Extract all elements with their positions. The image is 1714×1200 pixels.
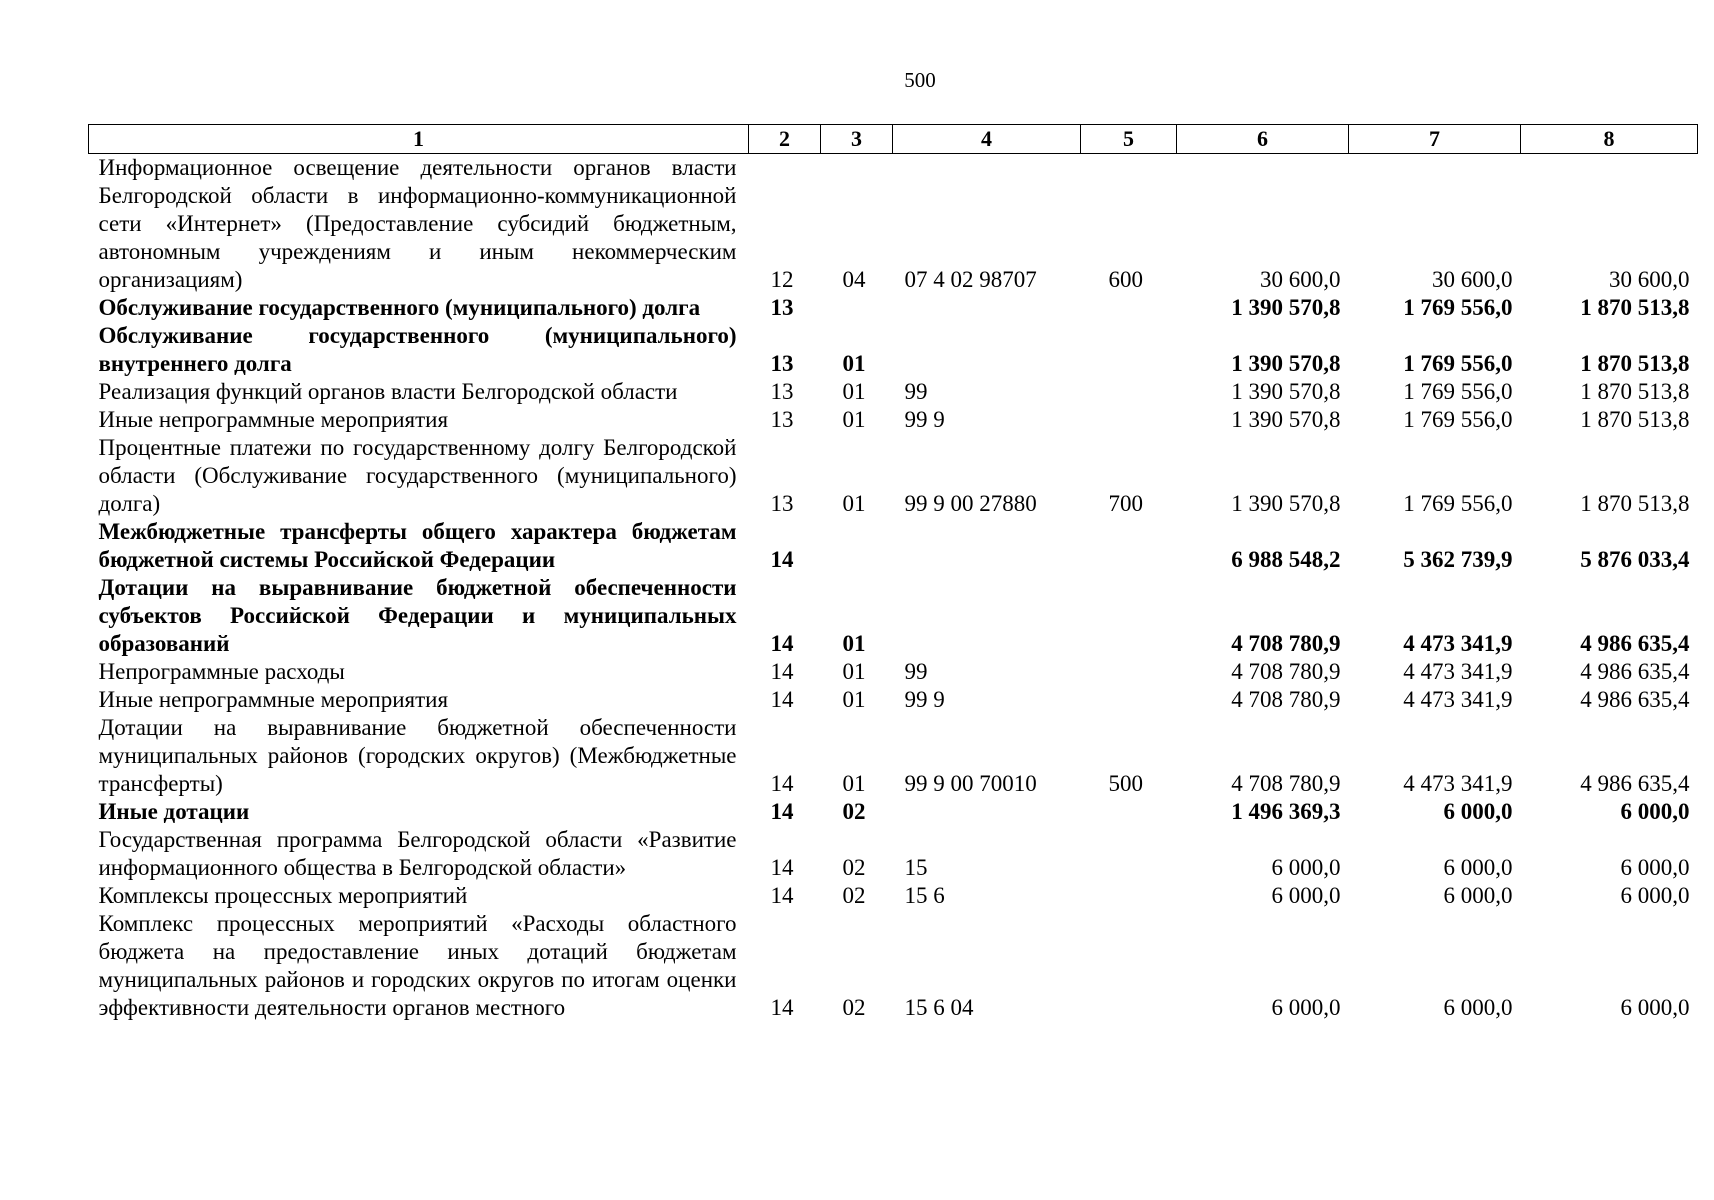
section-code-cell: 14 xyxy=(770,995,794,1020)
amount-col8-cell: 30 600,0 xyxy=(1609,267,1690,292)
amount-col6-cell: 30 600,0 xyxy=(1260,267,1341,292)
amount-col6-cell: 1 390 570,8 xyxy=(1231,379,1341,404)
column-header-4: 4 xyxy=(893,125,1081,154)
expense-type-cell xyxy=(1081,518,1177,574)
amount-col8-cell: 4 986 635,4 xyxy=(1580,687,1690,712)
column-header-7: 7 xyxy=(1349,125,1521,154)
target-article-cell: 99 xyxy=(904,659,928,684)
table-header-row xyxy=(89,125,1698,154)
table-row xyxy=(89,714,1698,798)
expense-type-cell xyxy=(1081,882,1177,910)
expense-type-cell xyxy=(1081,574,1177,658)
subsection-code-cell: 01 xyxy=(842,771,866,796)
amount-col7-cell: 6 000,0 xyxy=(1443,883,1513,908)
amount-col8-cell: 1 870 513,8 xyxy=(1580,407,1690,432)
section-code-cell: 14 xyxy=(770,855,794,880)
target-article-cell: 15 xyxy=(904,855,928,880)
expense-type-cell xyxy=(1081,294,1177,322)
column-header-8: 8 xyxy=(1521,125,1698,154)
amount-col8-cell: 5 876 033,4 xyxy=(1580,547,1690,572)
amount-col7-cell: 4 473 341,9 xyxy=(1403,659,1513,684)
page-number: 500 xyxy=(904,68,936,92)
row-name-cell: Реализация функций органов власти Белгородской области xyxy=(98,379,678,404)
section-code-cell: 13 xyxy=(770,295,794,320)
amount-col7-cell: 30 600,0 xyxy=(1432,267,1513,292)
subsection-code-cell xyxy=(821,294,893,322)
row-name-cell: Государственная программа Белгородской области «Развитие информационного общества в Белгородской области» xyxy=(98,827,737,880)
amount-col6-cell: 1 390 570,8 xyxy=(1231,491,1341,516)
amount-col8-cell: 4 986 635,4 xyxy=(1580,659,1690,684)
amount-col8-cell: 6 000,0 xyxy=(1620,995,1690,1020)
amount-col6-cell: 1 390 570,8 xyxy=(1231,351,1341,376)
amount-col6-cell: 4 708 780,9 xyxy=(1231,687,1341,712)
target-article-cell: 07 4 02 98707 xyxy=(904,267,1037,292)
section-code-cell: 12 xyxy=(770,267,794,292)
subsection-code-cell: 01 xyxy=(842,491,866,516)
table-row xyxy=(89,658,1698,686)
amount-col7-cell: 6 000,0 xyxy=(1443,855,1513,880)
section-code-cell: 14 xyxy=(770,771,794,796)
expense-type-cell: 600 xyxy=(1108,267,1143,292)
target-article-cell: 99 9 00 70010 xyxy=(904,771,1037,796)
subsection-code-cell: 01 xyxy=(842,687,866,712)
expense-type-cell xyxy=(1081,686,1177,714)
target-article-cell xyxy=(893,574,1081,658)
target-article-cell xyxy=(893,322,1081,378)
subsection-code-cell: 04 xyxy=(842,267,866,292)
amount-col6-cell: 1 390 570,8 xyxy=(1231,295,1341,320)
subsection-code-cell: 02 xyxy=(842,799,866,824)
column-header-6: 6 xyxy=(1177,125,1349,154)
section-code-cell: 14 xyxy=(770,631,794,656)
expense-type-cell xyxy=(1081,378,1177,406)
row-name-cell: Межбюджетные трансферты общего характера бюджетам бюджетной системы Российской Федерации xyxy=(98,519,737,572)
table-row xyxy=(89,322,1698,378)
row-name-cell: Дотации на выравнивание бюджетной обеспеченности муниципальных районов (городских округов) (Межбюджетные трансферты) xyxy=(98,715,737,796)
row-name-cell: Информационное освещение деятельности органов власти Белгородской области в информационно-коммуникационной сети «Интернет» (Предоставление субсидий бюджетным, автономным учреждениям и иным некоммерческим организациям) xyxy=(98,155,737,292)
subsection-code-cell: 02 xyxy=(842,995,866,1020)
table-row xyxy=(89,910,1698,1022)
subsection-code-cell: 01 xyxy=(842,379,866,404)
expense-type-cell: 700 xyxy=(1108,491,1143,516)
amount-col8-cell: 1 870 513,8 xyxy=(1580,351,1690,376)
table-body xyxy=(89,154,1698,1023)
amount-col7-cell: 4 473 341,9 xyxy=(1403,687,1513,712)
row-name-cell: Комплекс процессных мероприятий «Расходы областного бюджета на предоставление иных дотаций бюджетам муниципальных районов и городских округов по итогам оценки эффективности деятельности органов местного xyxy=(98,911,737,1020)
expense-type-cell: 500 xyxy=(1108,771,1143,796)
table-row xyxy=(89,574,1698,658)
subsection-code-cell: 02 xyxy=(842,855,866,880)
table-row xyxy=(89,826,1698,882)
subsection-code-cell: 01 xyxy=(842,351,866,376)
section-code-cell: 14 xyxy=(770,883,794,908)
table-row xyxy=(89,294,1698,322)
table-row xyxy=(89,686,1698,714)
amount-col7-cell: 1 769 556,0 xyxy=(1403,407,1513,432)
subsection-code-cell: 01 xyxy=(842,631,866,656)
amount-col6-cell: 6 000,0 xyxy=(1271,995,1341,1020)
target-article-cell xyxy=(893,518,1081,574)
table-row xyxy=(89,406,1698,434)
row-name-cell: Непрограммные расходы xyxy=(98,659,345,684)
row-name-cell: Иные непрограммные мероприятия xyxy=(98,407,449,432)
target-article-cell: 99 9 00 27880 xyxy=(904,491,1037,516)
section-code-cell: 14 xyxy=(770,799,794,824)
amount-col7-cell: 4 473 341,9 xyxy=(1403,631,1513,656)
amount-col8-cell: 1 870 513,8 xyxy=(1580,491,1690,516)
amount-col8-cell: 6 000,0 xyxy=(1620,883,1690,908)
amount-col6-cell: 4 708 780,9 xyxy=(1231,659,1341,684)
amount-col8-cell: 4 986 635,4 xyxy=(1580,631,1690,656)
amount-col6-cell: 1 496 369,3 xyxy=(1231,799,1341,824)
table-row xyxy=(89,154,1698,295)
amount-col8-cell: 1 870 513,8 xyxy=(1580,295,1690,320)
row-name-cell: Иные дотации xyxy=(98,799,250,824)
subsection-code-cell: 01 xyxy=(842,407,866,432)
amount-col7-cell: 6 000,0 xyxy=(1443,995,1513,1020)
section-code-cell: 13 xyxy=(770,491,794,516)
expense-type-cell xyxy=(1081,910,1177,1022)
table-row xyxy=(89,518,1698,574)
target-article-cell: 99 9 xyxy=(904,687,945,712)
target-article-cell: 99 xyxy=(904,379,928,404)
target-article-cell xyxy=(893,798,1081,826)
subsection-code-cell: 01 xyxy=(842,659,866,684)
expense-type-cell xyxy=(1081,826,1177,882)
row-name-cell: Процентные платежи по государственному долгу Белгородской области (Обслуживание государственного (муниципального) долга) xyxy=(98,435,737,516)
row-name-cell: Обслуживание государственного (муниципального) долга xyxy=(98,295,701,320)
expense-type-cell xyxy=(1081,322,1177,378)
amount-col7-cell: 5 362 739,9 xyxy=(1403,547,1513,572)
section-code-cell: 13 xyxy=(770,351,794,376)
section-code-cell: 13 xyxy=(770,407,794,432)
column-header-2: 2 xyxy=(749,125,821,154)
row-name-cell: Иные непрограммные мероприятия xyxy=(98,687,449,712)
target-article-cell: 15 6 04 xyxy=(904,995,974,1020)
expense-type-cell xyxy=(1081,798,1177,826)
table-row xyxy=(89,434,1698,518)
amount-col7-cell: 1 769 556,0 xyxy=(1403,491,1513,516)
amount-col6-cell: 4 708 780,9 xyxy=(1231,771,1341,796)
subsection-code-cell: 02 xyxy=(842,883,866,908)
row-name-cell: Дотации на выравнивание бюджетной обеспеченности субъектов Российской Федерации и муниципальных образований xyxy=(98,575,737,656)
amount-col7-cell: 1 769 556,0 xyxy=(1403,295,1513,320)
section-code-cell: 14 xyxy=(770,659,794,684)
target-article-cell: 15 6 xyxy=(904,883,945,908)
section-code-cell: 14 xyxy=(770,687,794,712)
section-code-cell: 14 xyxy=(770,547,794,572)
amount-col8-cell: 6 000,0 xyxy=(1620,799,1690,824)
row-name-cell: Комплексы процессных мероприятий xyxy=(98,883,468,908)
target-article-cell: 99 9 xyxy=(904,407,945,432)
amount-col6-cell: 6 000,0 xyxy=(1271,855,1341,880)
amount-col6-cell: 1 390 570,8 xyxy=(1231,407,1341,432)
amount-col6-cell: 4 708 780,9 xyxy=(1231,631,1341,656)
amount-col7-cell: 1 769 556,0 xyxy=(1403,351,1513,376)
expense-type-cell xyxy=(1081,406,1177,434)
amount-col6-cell: 6 988 548,2 xyxy=(1231,547,1341,572)
subsection-code-cell xyxy=(821,518,893,574)
column-header-1: 1 xyxy=(89,125,749,154)
table-row xyxy=(89,378,1698,406)
budget-table xyxy=(88,124,1698,1022)
amount-col8-cell: 1 870 513,8 xyxy=(1580,379,1690,404)
amount-col8-cell: 4 986 635,4 xyxy=(1580,771,1690,796)
amount-col6-cell: 6 000,0 xyxy=(1271,883,1341,908)
amount-col8-cell: 6 000,0 xyxy=(1620,855,1690,880)
section-code-cell: 13 xyxy=(770,379,794,404)
column-header-5: 5 xyxy=(1081,125,1177,154)
amount-col7-cell: 1 769 556,0 xyxy=(1403,379,1513,404)
column-header-3: 3 xyxy=(821,125,893,154)
expense-type-cell xyxy=(1081,658,1177,686)
row-name-cell: Обслуживание государственного (муниципального) внутреннего долга xyxy=(98,323,737,376)
table-row xyxy=(89,882,1698,910)
amount-col7-cell: 6 000,0 xyxy=(1443,799,1513,824)
target-article-cell xyxy=(893,294,1081,322)
amount-col7-cell: 4 473 341,9 xyxy=(1403,771,1513,796)
table-row xyxy=(89,798,1698,826)
